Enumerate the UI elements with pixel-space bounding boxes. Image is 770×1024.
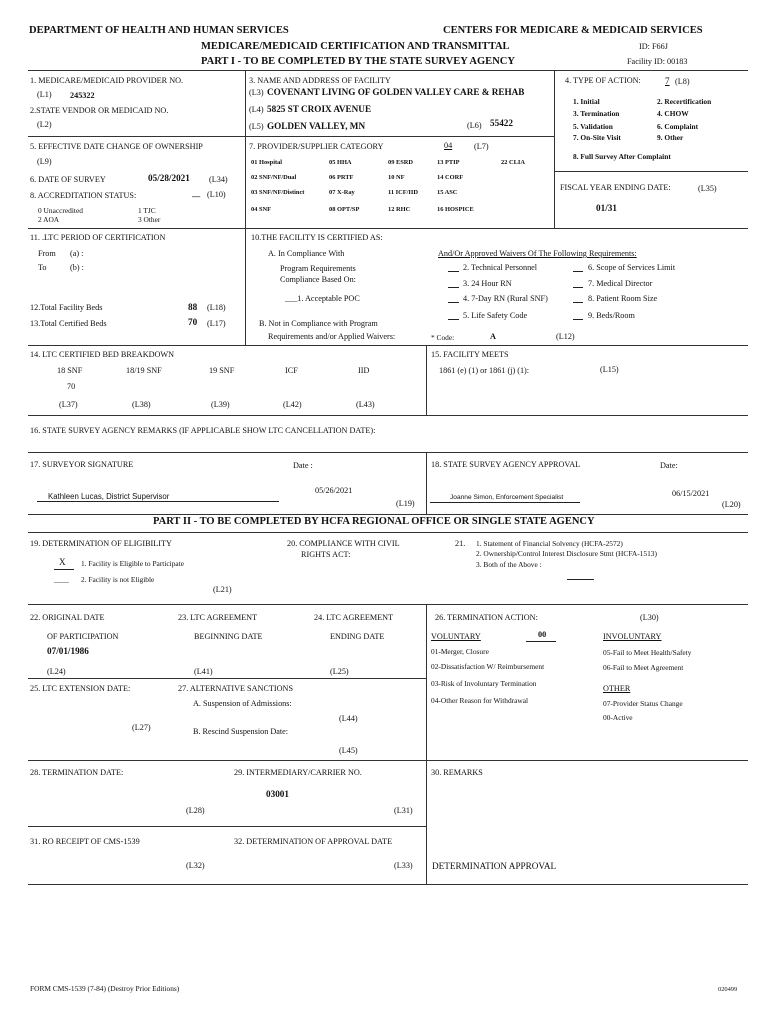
- cat-02: 02 SNF/NF/Dual: [251, 174, 297, 181]
- bed-col-iid: IID: [358, 366, 370, 375]
- s1-l1: (L1): [37, 90, 52, 99]
- total-facility-beds[interactable]: 88: [188, 302, 198, 312]
- form-number: FORM CMS-1539 (7-84) (Destroy Prior Editions): [30, 984, 180, 993]
- grid-line: [28, 415, 748, 416]
- action-opt-6: 6. Complaint: [657, 122, 699, 131]
- action-opt-5: 5. Validation: [573, 122, 613, 131]
- s20-label2: RIGHTS ACT:: [301, 550, 351, 559]
- s22-sub: OF PARTICIPATION: [47, 632, 119, 641]
- s11-label: 11. .LTC PERIOD OF CERTIFICATION: [30, 233, 166, 242]
- s21-blank[interactable]: [567, 579, 594, 580]
- surveyor-signature[interactable]: Kathleen Lucas, District Supervisor: [48, 492, 170, 501]
- s1-label: 1. MEDICARE/MEDICAID PROVIDER NO.: [30, 76, 184, 85]
- facility-name[interactable]: COVENANT LIVING OF GOLDEN VALLEY CARE & REHAB: [267, 87, 525, 97]
- approval-signature[interactable]: Joanne Simon, Enforcement Specialist: [450, 494, 564, 501]
- cat-03: 03 SNF/NF/Distinct: [251, 189, 305, 196]
- facility-id: Facility ID: 00183: [627, 57, 688, 66]
- cat-11: 11 ICF/IID: [388, 189, 419, 196]
- s13-l17: (L17): [207, 319, 226, 328]
- s10-b1: B. Not in Compliance with Program: [259, 319, 378, 328]
- s11-b: (b) :: [70, 263, 84, 272]
- s15-label: 15. FACILITY MEETS: [431, 350, 509, 359]
- s17-date-label: Date :: [293, 461, 313, 470]
- waiver-5: 5. Life Safety Code: [463, 311, 528, 320]
- grid-line: [426, 604, 427, 884]
- s18-l20: (L20): [722, 500, 741, 509]
- action-opt-2: 2. Recertification: [657, 97, 712, 106]
- s23-l41: (L41): [194, 667, 213, 676]
- s25-l27: (L27): [132, 723, 151, 732]
- s24-label: 24. LTC AGREEMENT: [314, 613, 394, 622]
- grid-line: [245, 70, 246, 228]
- s10-a2: Program Requirements: [280, 264, 356, 273]
- s31-l32: (L32): [186, 861, 205, 870]
- cat-01: 01 Hospital: [251, 159, 283, 166]
- bed-l38: (L38): [132, 400, 151, 409]
- waiver-5-blank[interactable]: [448, 319, 459, 320]
- s26-label: 26. TERMINATION ACTION:: [435, 613, 538, 622]
- vol-item-3: 03-Risk of Involuntary Termination: [431, 679, 537, 688]
- s17-label: 17. SURVEYOR SIGNATURE: [30, 460, 134, 469]
- approval-signature-line: [430, 502, 580, 503]
- cat-13: 13 PTIP: [437, 159, 460, 166]
- s21-label: 21.: [455, 539, 466, 548]
- cat-15: 15 ASC: [437, 189, 458, 196]
- cat-14: 14 CORF: [437, 174, 464, 181]
- accr-opt-3: 3 Other: [138, 215, 161, 224]
- waiver-8-blank[interactable]: [573, 302, 583, 303]
- s21-item-1: 1. Statement of Financial Solvency (HCFA-2572): [476, 539, 623, 548]
- accr-opt-1: 1 TJC: [138, 206, 156, 215]
- action-opt-8: 8. Full Survey After Complaint: [573, 152, 671, 161]
- s12-label: 12.Total Facility Beds: [30, 303, 103, 312]
- snf-beds-value[interactable]: 70: [67, 382, 76, 391]
- accr-opt-0: 0 Unaccredited: [38, 206, 83, 215]
- grid-line: [554, 70, 555, 228]
- bed-l43: (L43): [356, 400, 375, 409]
- s3-l4: (L4): [249, 105, 264, 114]
- s25-label: 25. LTC EXTENSION DATE:: [30, 684, 131, 693]
- bed-col-1819snf: 18/19 SNF: [126, 366, 162, 375]
- s3-label: 3. NAME AND ADDRESS OF FACILITY: [249, 76, 391, 85]
- s29-label: 29. INTERMEDIARY/CARRIER NO.: [234, 768, 362, 777]
- intermediary-number[interactable]: 03001: [266, 789, 289, 799]
- termination-action-line: [526, 641, 556, 642]
- s3-l3: (L3): [249, 88, 264, 97]
- voluntary-heading: VOLUNTARY: [431, 632, 481, 641]
- facility-zip[interactable]: 55422: [490, 118, 513, 128]
- s29-l31: (L31): [394, 806, 413, 815]
- s27-la: (L44): [339, 714, 358, 723]
- s24-sub: ENDING DATE: [330, 632, 385, 641]
- s18-date-label: Date:: [660, 461, 678, 470]
- s5-l9: (L9): [37, 157, 52, 166]
- waiver-2-blank[interactable]: [448, 271, 459, 272]
- grid-line: [554, 171, 748, 172]
- s16-label: 16. STATE SURVEY AGENCY REMARKS (IF APPLICABLE SHOW LTC CANCELLATION DATE):: [30, 426, 376, 435]
- grid-line: [426, 452, 427, 514]
- s10-waivers: And/Or Approved Waivers Of The Following Requirements:: [438, 249, 637, 258]
- s11-from: From: [38, 249, 56, 258]
- grid-line: [245, 228, 246, 345]
- s10-a3: Compliance Based On:: [280, 275, 356, 284]
- s27-lb: (L45): [339, 746, 358, 755]
- provider-number[interactable]: 245322: [70, 91, 95, 100]
- s27-b: B. Rescind Suspension Date:: [193, 727, 289, 736]
- s32-label: 32. DETERMINATION OF APPROVAL DATE: [234, 837, 393, 846]
- date-of-survey[interactable]: 05/28/2021: [148, 173, 190, 183]
- s28-l28: (L28): [186, 806, 205, 815]
- other-heading: OTHER: [603, 684, 631, 693]
- vol-item-4: 04-Other Reason for Withdrawal: [431, 696, 529, 705]
- cat-12: 12 RHC: [388, 206, 411, 213]
- grid-line: [28, 70, 748, 71]
- total-certified-beds[interactable]: 70: [188, 317, 198, 327]
- type-of-action-value[interactable]: 7: [665, 76, 670, 86]
- s3-l5: (L5): [249, 122, 264, 131]
- eligible-mark[interactable]: X: [59, 557, 66, 567]
- cms-header: CENTERS FOR MEDICARE & MEDICAID SERVICES: [443, 25, 703, 36]
- s17-l19: (L19): [396, 499, 415, 508]
- invol-item-2: 06-Fail to Meet Agreement: [603, 663, 684, 672]
- s11-a: (a) :: [70, 249, 84, 258]
- s15-l15: (L15): [600, 365, 619, 374]
- s3-l6: (L6): [467, 121, 482, 130]
- s21-item-3: 3. Both of the Above :: [476, 560, 542, 569]
- waiver-9: 9. Beds/Room: [588, 311, 635, 320]
- vol-item-2: 02-Dissatisfaction W/ Reimbursement: [431, 662, 545, 671]
- grid-line: [28, 678, 426, 679]
- s2-label: 2.STATE VENDOR OR MEDICAID NO.: [30, 106, 169, 115]
- grid-line: [28, 760, 748, 761]
- waiver-8: 8. Patient Room Size: [588, 294, 658, 303]
- bed-l42: (L42): [283, 400, 302, 409]
- waiver-7: 7. Medical Director: [588, 279, 653, 288]
- s26-l30: (L30): [640, 613, 659, 622]
- s13-label: 13.Total Certified Beds: [30, 319, 107, 328]
- waiver-7-blank[interactable]: [573, 287, 583, 288]
- grid-line: [28, 604, 748, 605]
- original-participation-date[interactable]: 07/01/1986: [47, 646, 89, 656]
- bed-col-19snf: 19 SNF: [209, 366, 235, 375]
- s31-label: 31. RO RECEIPT OF CMS-1539: [30, 837, 140, 846]
- provider-category-value[interactable]: 04: [444, 141, 453, 150]
- grid-line: [245, 136, 554, 137]
- termination-action-value[interactable]: 00: [538, 630, 547, 639]
- code-label: * Code:: [431, 333, 455, 342]
- action-opt-1: 1. Initial: [573, 97, 600, 106]
- bed-l39: (L39): [211, 400, 230, 409]
- s4-label: 4. TYPE OF ACTION:: [565, 76, 641, 85]
- s30-label: 30. REMARKS: [431, 768, 483, 777]
- s18-label: 18. STATE SURVEY AGENCY APPROVAL: [431, 460, 581, 469]
- part2-title: PART II - TO BE COMPLETED BY HCFA REGIONAL OFFICE OR SINGLE STATE AGENCY: [153, 516, 595, 527]
- s28-label: 28. TERMINATION DATE:: [30, 768, 124, 777]
- grid-line: [28, 532, 748, 533]
- other-item-2: 00-Active: [603, 713, 633, 722]
- s23-label: 23. LTC AGREEMENT: [178, 613, 258, 622]
- action-opt-3: 3. Termination: [573, 109, 620, 118]
- s15-text: 1861 (e) (1) or 1861 (j) (1):: [439, 366, 530, 375]
- s11-to: To: [38, 263, 47, 272]
- other-item-1: 07-Provider Status Change: [603, 699, 683, 708]
- waiver-3-blank[interactable]: [448, 287, 459, 288]
- s6-l34: (L34): [209, 175, 228, 184]
- waiver-3: 3. 24 Hour RN: [463, 279, 512, 288]
- s22-label: 22. ORIGINAL DATE: [30, 613, 105, 622]
- cat-04: 04 SNF: [251, 206, 272, 213]
- invol-item-1: 05-Fail to Meet Health/Safety: [603, 648, 692, 657]
- cat-16: 16 HOSPICE: [437, 206, 474, 213]
- grid-line: [28, 884, 748, 885]
- waiver-9-blank[interactable]: [573, 319, 583, 320]
- grid-line: [28, 136, 245, 137]
- action-opt-4: 4. CHOW: [657, 109, 689, 118]
- cat-10: 10 NF: [388, 174, 405, 181]
- waiver-4: 4. 7-Day RN (Rural SNF): [463, 294, 548, 303]
- s7-l7: (L7): [474, 142, 489, 151]
- grid-line: [28, 514, 748, 515]
- s7-label: 7. PROVIDER/SUPPLIER CATEGORY: [249, 142, 384, 151]
- grid-line: [426, 345, 427, 415]
- s12-l18: (L18): [207, 303, 226, 312]
- bed-col-icf: ICF: [285, 366, 298, 375]
- grid-line: [28, 228, 748, 229]
- s19-l21: (L21): [213, 585, 232, 594]
- involuntary-heading: INVOLUNTARY: [603, 632, 662, 641]
- form-code: 020499: [718, 986, 738, 993]
- cat-22: 22 CLIA: [501, 159, 525, 166]
- s8-label: 8. ACCREDITATION STATUS:: [30, 191, 137, 200]
- vol-item-1: 01-Merger, Closure: [431, 647, 489, 656]
- facility-city[interactable]: GOLDEN VALLEY, MN: [267, 121, 366, 131]
- form-id: ID: F66J: [639, 42, 668, 51]
- approval-date[interactable]: 06/15/2021: [672, 489, 710, 498]
- fiscal-year-end[interactable]: 01/31: [596, 203, 617, 213]
- s21-item-2: 2. Ownership/Control Interest Disclosure Stmt (HCFA-1513): [476, 549, 657, 558]
- s8-l10: (L10): [207, 190, 226, 199]
- s19-opt1: 1. Facility is Eligible to Participate: [81, 559, 185, 568]
- eligible-mark-line: [54, 569, 74, 570]
- s19-opt2: 2. Facility is not Eligible: [81, 575, 155, 584]
- s32-l33: (L33): [394, 861, 413, 870]
- remarks-determination[interactable]: DETERMINATION APPROVAL: [432, 861, 557, 871]
- part1-title: PART I - TO BE COMPLETED BY THE STATE SURVEY AGENCY: [201, 56, 515, 67]
- surveyor-signature-line: [37, 501, 279, 502]
- bed-l37: (L37): [59, 400, 78, 409]
- s4-l8: (L8): [675, 77, 690, 86]
- cat-05: 05 HHA: [329, 159, 352, 166]
- cat-06: 06 PRTF: [329, 174, 354, 181]
- s23-sub: BEGINNING DATE: [194, 632, 263, 641]
- s24-l25: (L25): [330, 667, 349, 676]
- compliance-code[interactable]: A: [490, 332, 496, 341]
- grid-line: [28, 345, 748, 346]
- cat-09: 09 ESRD: [388, 159, 414, 166]
- s27-label: 27. ALTERNATIVE SANCTIONS: [178, 684, 294, 693]
- form-title: MEDICARE/MEDICAID CERTIFICATION AND TRANSMITTAL: [201, 41, 510, 52]
- cat-07: 07 X-Ray: [329, 189, 355, 196]
- s27-a: A. Suspension of Admissions:: [193, 699, 292, 708]
- waiver-6-blank[interactable]: [573, 271, 583, 272]
- waiver-4-blank[interactable]: [448, 302, 459, 303]
- s14-label: 14. LTC CERTIFIED BED BREAKDOWN: [30, 350, 175, 359]
- s10-label: 10.THE FACILITY IS CERTIFIED AS:: [251, 233, 383, 242]
- s2-l2: (L2): [37, 120, 52, 129]
- s10-b2: Requirements and/or Applied Waivers:: [268, 332, 396, 341]
- s10-l12: (L12): [556, 332, 575, 341]
- waiver-2: 2. Technical Personnel: [463, 263, 538, 272]
- action-opt-9: 9. Other: [657, 133, 684, 142]
- s6-label: 6. DATE OF SURVEY: [30, 175, 106, 184]
- accreditation-status[interactable]: __: [192, 189, 201, 198]
- s10-poc: ___1. Acceptable POC: [285, 294, 360, 303]
- bed-col-18snf: 18 SNF: [57, 366, 83, 375]
- grid-line: [28, 452, 748, 453]
- fiscal-label: FISCAL YEAR ENDING DATE:: [560, 183, 671, 192]
- s22-l24: (L24): [47, 667, 66, 676]
- dept-header: DEPARTMENT OF HEALTH AND HUMAN SERVICES: [29, 25, 289, 36]
- grid-line: [28, 826, 426, 827]
- s5-label: 5. EFFECTIVE DATE CHANGE OF OWNERSHIP: [30, 142, 203, 151]
- facility-street[interactable]: 5825 ST CROIX AVENUE: [267, 104, 372, 114]
- s10-a: A. In Compliance With: [268, 249, 345, 258]
- fiscal-l35: (L35): [698, 184, 717, 193]
- s19-label: 19. DETERMINATION OF ELIGIBILITY: [30, 539, 172, 548]
- not-eligible-mark[interactable]: ____: [54, 575, 69, 584]
- accr-opt-2: 2 AOA: [38, 215, 60, 224]
- s20-label: 20. COMPLIANCE WITH CIVIL: [287, 539, 400, 548]
- action-opt-7: 7. On-Site Visit: [573, 133, 621, 142]
- cat-08: 08 OPT/SP: [329, 206, 360, 213]
- surveyor-date[interactable]: 05/26/2021: [315, 486, 353, 495]
- waiver-6: 6. Scope of Services Limit: [588, 263, 676, 272]
